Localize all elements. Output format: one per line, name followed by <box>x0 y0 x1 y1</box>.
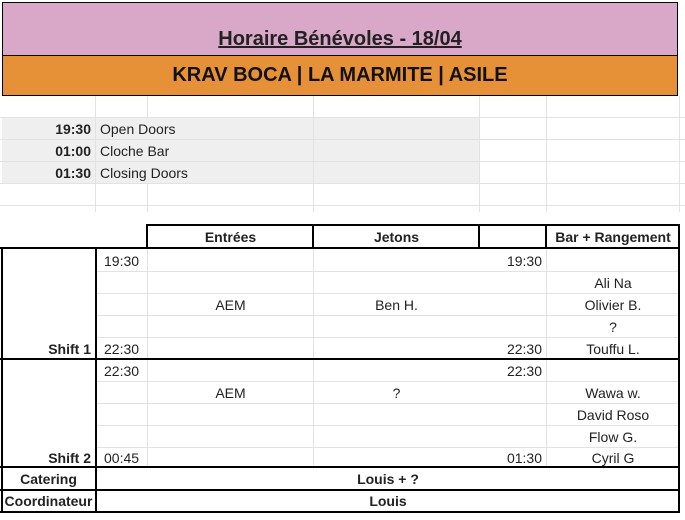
border <box>146 224 148 248</box>
gridline <box>546 96 547 212</box>
shift2-bar-end: 01:30 <box>506 449 542 466</box>
shift1-end: 22:30 <box>104 340 140 357</box>
coordinateur-value: Louis <box>369 493 407 509</box>
shift1-entrees: AEM <box>215 296 246 313</box>
column-header-bar: Bar + Rangement <box>555 228 671 245</box>
shift2-bar-start: 22:30 <box>506 362 542 379</box>
schedule-label: Closing Doors <box>96 162 479 183</box>
schedule-block <box>0 118 480 184</box>
border <box>95 247 97 513</box>
shift1-start: 19:30 <box>104 252 140 269</box>
border <box>0 358 680 360</box>
border <box>1 247 3 513</box>
border <box>478 224 480 248</box>
shift2-jetons: ? <box>392 384 401 401</box>
column-header-jetons: Jetons <box>373 228 420 245</box>
border <box>312 224 314 248</box>
venue-banner: KRAV BOCA | LA MARMITE | ASILE <box>2 56 678 96</box>
shift1-bar-start: 19:30 <box>506 252 542 269</box>
shift2-end: 00:45 <box>104 449 140 466</box>
catering-label: Catering <box>20 471 77 487</box>
shift1-label: Shift 1 <box>48 340 91 357</box>
shift2-start: 22:30 <box>104 362 140 379</box>
border <box>678 224 680 513</box>
border <box>0 466 680 468</box>
shift2-bar-person: Flow G. <box>588 428 638 445</box>
shift1-bar-person: Ali Na <box>594 274 632 291</box>
schedule-time: 01:00 <box>2 140 95 161</box>
shift2-label: Shift 2 <box>48 449 91 466</box>
shift1-bar-person: Olivier B. <box>584 296 642 313</box>
schedule-time: 19:30 <box>2 118 95 139</box>
border <box>0 247 680 249</box>
border <box>545 224 547 248</box>
border <box>0 489 680 491</box>
sheet-title: Horaire Bénévoles - 18/04 <box>2 2 678 56</box>
shift2-bar-person: Wawa w. <box>585 384 641 401</box>
shift1-bar-end: 22:30 <box>506 340 542 357</box>
schedule-label: Open Doors <box>96 118 479 139</box>
schedule-time: 01:30 <box>2 162 95 183</box>
shift1-bar-person: Touffu L. <box>586 340 640 357</box>
schedule-label: Cloche Bar <box>96 140 479 161</box>
border <box>146 224 680 226</box>
gridline <box>313 118 314 184</box>
shift2-entrees: AEM <box>215 384 246 401</box>
gridline <box>679 96 680 212</box>
shift2-bar-person: David Roso <box>576 406 650 423</box>
shift1-bar-person: ? <box>609 318 617 335</box>
shift2-bar-person: Cyril G <box>591 449 635 466</box>
column-header-entrees: Entrées <box>204 228 257 245</box>
coordinateur-label: Coordinateur <box>4 493 93 509</box>
shift1-jetons: Ben H. <box>375 296 418 313</box>
border <box>0 511 680 513</box>
gridline <box>0 205 685 206</box>
catering-value: Louis + ? <box>357 471 419 487</box>
